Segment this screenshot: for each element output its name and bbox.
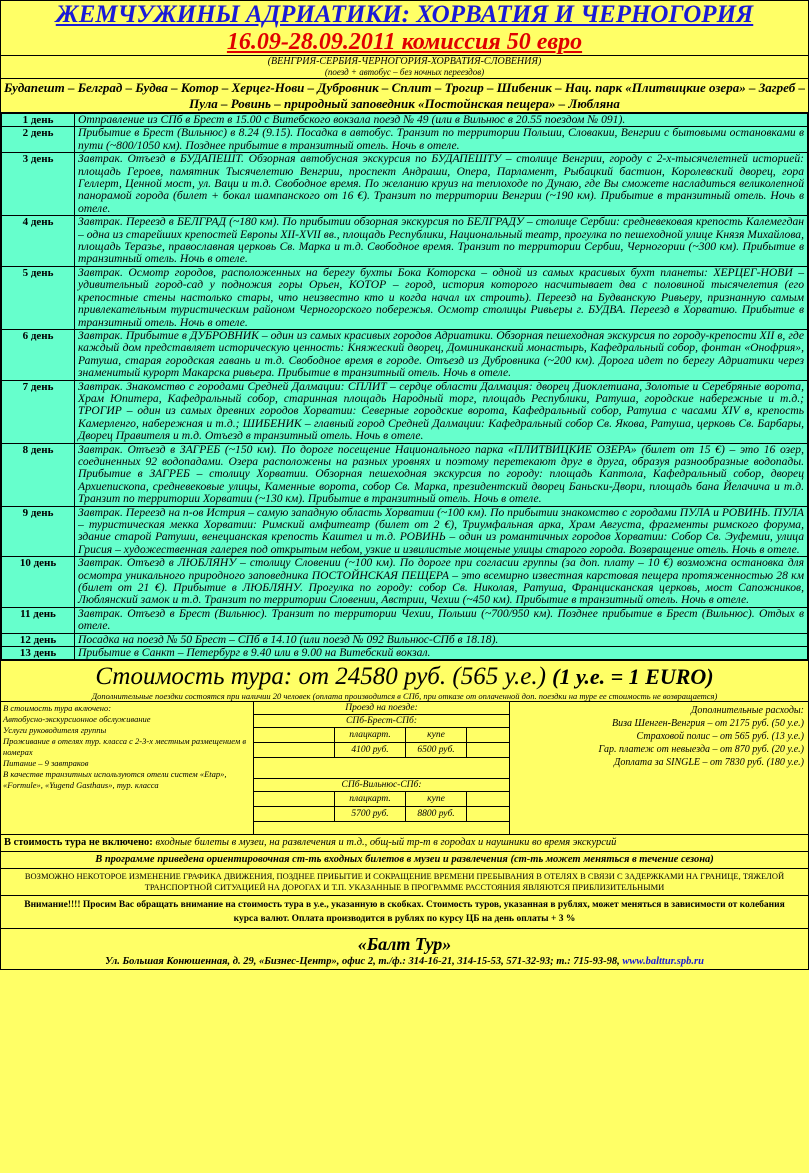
price-block [1, 660, 808, 701]
day-label: 13 день [2, 647, 75, 660]
day-label: 2 день [2, 127, 75, 153]
day-row [2, 380, 808, 443]
day-row [2, 607, 808, 633]
address [1, 955, 808, 969]
transport-note: (поезд + автобус – без ночных переездов) [324, 67, 485, 77]
day-description: Прибытие в Санкт – Петербург в 9.40 или в 9.00 на Витебский вокзал. [75, 647, 808, 660]
day-label: 9 день [2, 506, 75, 557]
day-label: 7 день [2, 380, 75, 443]
day-row [2, 216, 808, 267]
extra-costs [510, 702, 808, 834]
day-description: Завтрак. Знакомство с городами Средней Далмации: СПЛИТ – сердце области Далмация: дворец Диоклетиана, Золотые и Серебряные ворота, Храм Юпитера, Кафедральный собор, старинная площадь Народный торг, площадь Республики, Ратуша, городские набережные и т.д.; ТРОГИР – один из самых древних городов Хорватии: Северные городские ворота, Кафедральный собор, Ратуша с часами XIV в, крепость Камерленго, набережная и т.д.; ШИБЕНИК – главный город Средней Далмации: Кафедральный собор Св. Якова, Ратуша, церковь Св. Барбары, Дворец Правителя и т.д. Отъезд в транзитный отель. Ночь в отеле. [75, 380, 808, 443]
day-label: 3 день [2, 153, 75, 216]
col-kupe-2: купе [406, 792, 467, 806]
price-line [1, 663, 808, 691]
not-included-label: В стоимость тура не включено: [4, 837, 153, 849]
r2-plats: 5700 руб. [334, 807, 406, 821]
exchange-rate: (1 у.е. = 1 EURO) [552, 664, 714, 690]
day-row [2, 266, 808, 329]
attention-note: Внимание!!!! Просим Вас обращать внимание на стоимость тура в у.е., указанную в скобках. Стоимость туров, указанная в рублях, может меняться в зависимости от колебания курса валют. Оплата производится в рублях по курсу ЦБ на день оплаты + 3 % [1, 895, 808, 928]
extra-item: Гар. платеж от невыезда – от 870 руб. (20 у.е.) [598, 744, 804, 756]
extra-item: Страховой полис – от 565 руб. (13 у.е.) [636, 731, 804, 743]
day-row [2, 114, 808, 127]
extra-item: Виза Шенген-Венгрия – от 2175 руб. (50 у.е.) [612, 718, 804, 730]
itinerary-table [1, 113, 808, 660]
schedule-warning: ВОЗМОЖНО НЕКОТОРОЕ ИЗМЕНЕНИЕ ГРАФИКА ДВИЖЕНИЯ, ПОЗДНЕЕ ПРИБЫТИЕ И СОКРАЩЕНИЕ ВРЕМЕНИ ПРЕБЫВАНИЯ В ОТЕЛЯХ В СВЯЗИ С ЗАДЕРЖКАМИ НА ГРАНИЦЕ, ТЯЖЕЛОЙ ТРАНСПОРТНОЙ СИТУАЦИЕЙ НА ДОРОГАХ И Т.П. УКАЗАННЫЕ В ПРОГРАММЕ РАССТОЯНИЯ ЯВЛЯЮТСЯ ПРИБЛИЗИТЕЛЬНЫМИ [1, 868, 808, 895]
day-row [2, 127, 808, 153]
included-item: Услуги руководителя группы [3, 725, 107, 736]
day-label: 5 день [2, 266, 75, 329]
included-title: В стоимость тура включено: [3, 703, 112, 714]
route-line: Будапешт – Белград – Будва – Котор – Херцег-Нови – Дубровник – Сплит – Трогир – Шибеник – Нац. парк «Плитвицкие озера» – Загреб – Пула – Ровинь – природный заповедник «Постойнская пещера» – Любляна [1, 78, 808, 112]
day-row [2, 329, 808, 380]
brand-name: «Балт Тур» [1, 928, 808, 955]
day-description: Завтрак. Отъезд в БУДАПЕШТ. Обзорная автобусная экскурсия по БУДАПЕШТУ – столице Венгрии, городу с 2-х-тысячелетней историей: площадь Героев, памятник Тысячелетию Венгрии, проспект Андраши, Опера, Парламент, Рыбацкий бастион, Королевский дворец, гора Геллерт, Ценной мост, ул. Ваци и т.д. Свободное время. По желанию круиз на теплоходе по Дунаю, где Вы сможете насладиться великолепной панорамой города (билет + бокал шампанского от 16 €). Транзит по территории Венгрии (~190 км). Прибытие в транзитный отель. Ночь в отеле. [75, 153, 808, 216]
day-row [2, 557, 808, 608]
day-label: 4 день [2, 216, 75, 267]
day-description: Посадка на поезд № 50 Брест – СПб в 14.10 (или поезд № 092 Вильнюс-СПб в 18.18). [75, 633, 808, 646]
r1-plats: 4100 руб. [334, 743, 406, 757]
day-description: Завтрак. Переезд в БЕЛГРАД (~180 км). По прибытии обзорная экскурсия по БЕЛГРАДУ – столице Сербии: средневековая крепость Калемегдан – одна из старейших крепостей Европы XII-XVII вв., площадь Республики, Национальный театр, прогулка по пешеходной улице Князя Михайлова, площадь Теразье, православная церковь Св. Марка и т.д. Свободное время. Транзит по территории Сербии, Черногории (~300 км). Прибытие в транзитный отель. Ночь в отеле. [75, 216, 808, 267]
col-plats: плацкарт. [334, 728, 406, 742]
not-included-text: входные билеты в музеи, на развлечения и т.д., общ-ый тр-т в городах и наушники во время экскурсий [155, 837, 617, 849]
included-list [1, 702, 254, 834]
day-row [2, 153, 808, 216]
day-row [2, 633, 808, 646]
price-note: Дополнительные поездки состоятся при наличии 20 человек (оплата производится в СПб, при отказе от оплаченной доп. поездки на туре ее стоимость не возвращается) [91, 691, 718, 702]
r2-kupe: 8800 руб. [406, 807, 467, 821]
included-item: Автобусно-экскурсионное обслуживание [3, 714, 151, 725]
address-text: Ул. Большая Конюшенная, д. 29, «Бизнес-Центр», офис 2, т./ф.: 314-16-21, 314-15-53, 571-32-93; т.: 715-93-98, [105, 956, 620, 968]
route1-title: СПб-Брест-СПб: [254, 715, 509, 728]
train-prices [254, 702, 510, 834]
trains-title: Проезд на поезде: [254, 702, 509, 715]
day-label: 11 день [2, 607, 75, 633]
day-description: Завтрак. Прибытие в ДУБРОВНИК – один из самых красивых городов Адриатики. Обзорная пешеходная экскурсия по городу-крепости XII в, где каждый дом представляет историческую ценность: Княжеский дворец, Доминиканский монастырь, Кафедральный собор, фонтан «Онофрия», Ратуша, старая городская гавань и т.д. Свободное время в городе. Отъезд из Дубровника (~200 км). Дорога идет по берегу Адриатики через знаменитый курорт Макарска ривьера. Прибытие в транзитный отель. Ночь в отеле. [75, 329, 808, 380]
day-row [2, 443, 808, 506]
info-section [1, 701, 808, 834]
included-item: Питание – 9 завтраков [3, 758, 89, 769]
day-description: Отправление из СПб в Брест в 15.00 с Витебского вокзала поезд № 49 (или в Вильнюс в 20.55 поездом № 091). [75, 114, 808, 127]
extra-item: Доплата за SINGLE – от 7830 руб. (180 у.е.) [614, 757, 804, 769]
col-kupe: купе [406, 728, 467, 742]
price-label: Стоимость тура: [95, 663, 293, 691]
r1-kupe: 6500 руб. [406, 743, 467, 757]
day-description: Прибытие в Брест (Вильнюс) в 8.24 (9.15). Посадка в автобус. Транзит по территории Польши, Словакии, Венгрии с бытовыми остановками в пути (~800/1050 км). Позднее прибытие в транзитный отель. Ночь в отеле. [75, 127, 808, 153]
program-note: В программе приведена ориентировочная ст-ть входных билетов в музеи и развлечения (ст-ть может меняться в течение сезона) [1, 851, 808, 868]
day-label: 10 день [2, 557, 75, 608]
price-value: от 24580 руб. [298, 663, 447, 691]
page-title: ЖЕМЧУЖИНЫ АДРИАТИКИ: ХОРВАТИЯ И ЧЕРНОГОРИЯ [55, 1, 754, 28]
day-description: Завтрак. Отъезд в Брест (Вильнюс). Транзит по территории Чехии, Польши (~700/950 км). Позднее прибытие в Брест (Вильнюс). Отдых в отеле. [75, 607, 808, 633]
countries-text: (ВЕНГРИЯ-СЕРБИЯ-ЧЕРНОГОРИЯ-ХОРВАТИЯ-СЛОВЕНИЯ) [267, 56, 542, 67]
included-item: Проживание в отелях тур. класса с 2-3-х местным размещением в номерах [3, 736, 247, 758]
day-row [2, 647, 808, 660]
price-euro: (565 у.е.) [452, 663, 546, 691]
col-plats-2: плацкарт. [334, 792, 406, 806]
included-item: В качестве транзитных используются отели систем «Etap», «Formule», «Yugend Gasthaus», тур. класса [3, 769, 227, 791]
route2-title: СПб-Вильнюс-СПб: [254, 779, 509, 792]
day-label: 1 день [2, 114, 75, 127]
countries-line [1, 55, 808, 78]
extras-title: Дополнительные расходы: [691, 705, 804, 717]
day-label: 6 день [2, 329, 75, 380]
tour-dates: 16.09-28.09.2011 комиссия 50 евро [226, 29, 583, 55]
day-label: 12 день [2, 633, 75, 646]
day-description: Завтрак. Отъезд в ЗАГРЕБ (~150 км). По дороге посещение Национального парка «ПЛИТВИЦКИЕ ОЗЕРА» (билет от 15 €) – это 16 озер, соединенных 92 водопадами. Озера расположены на разных уровнях и поэтому перетекают друг в друга, образуя разнообразные водопады. Прибытие в ЗАГРЕБ – столицу Хорватии. Обзорная пешеходная экскурсия по городу: площадь Каптола, Кафедральный собор, дворец Архиепископа, средневековые улицы, Каменные ворота, собор Св. Марка, президентский дворец Баньски-Двори, площадь бана Йелачича и т.д. Транзит по территории Хорватии (~130 км). Прибытие в транзитный отель. Ночь в отеле. [75, 443, 808, 506]
website-link[interactable]: www.balttur.spb.ru [622, 956, 704, 968]
day-row [2, 506, 808, 557]
day-label: 8 день [2, 443, 75, 506]
not-included [1, 834, 808, 851]
day-description: Завтрак. Отъезд в ЛЮБЛЯНУ – столицу Словении (~100 км). По дороге при согласии группы (за доп. плату – 10 €) возможна остановка для осмотра уникального природного заповедника ПОСТОЙНСКАЯ ПЕЩЕРА – это всемирно известная карстовая пещера протяженностью 28 км (билет от 21 €). Прибытие в ЛЮБЛЯНУ. Прогулка по городу: собор Св. Николая, Ратуша, Францисканская церковь, мост Сапожников, Люблянский замок и т.д. Транзит по территории Словении, Австрии, Чехии (~450 км). Прибытие в транзитный отель. Ночь в отеле. [75, 557, 808, 608]
header [1, 1, 808, 113]
day-description: Завтрак. Переезд на п-ов Истрия – самую западную область Хорватии (~100 км). По прибытии знакомство с городами ПУЛА и РОВИНЬ. ПУЛА – туристическая мекка Хорватии: Римский амфитеатр (билет от 2 €), Триумфальная арка, Храм Августа, фрагменты римского форума, здание старой Ратуши, венецианская крепость Каштел и т.д. РОВИНЬ – один из романтичных городов Хорватии: Собор Св. Эуфемии, улица Грисия – художественная галерея под открытым небом, узкие и извилистые мощеные улицы старого города. Возвращение отель. Ночь в отеле. [75, 506, 808, 557]
day-description: Завтрак. Осмотр городов, расположенных на берегу бухты Бока Которска – одной из самых красивых бухт планеты: ХЕРЦЕГ-НОВИ – удивительный город-сад у подножия горы Орьен, КОТОР – город, история которого насчитывает два с половиной тысячелетия (его крепостные стены настолько стары, что неизвестно кто и когда начал их строить). Переезд на Будванскую Ривьеру, признанную самым привлекательным туристическим районом Черногорского побережья. Осмотр столицы Ривьеры г. БУДВА. Переезд в Хорватию. Прибытие в транзитный отель. Ночь в отеле. [75, 266, 808, 329]
